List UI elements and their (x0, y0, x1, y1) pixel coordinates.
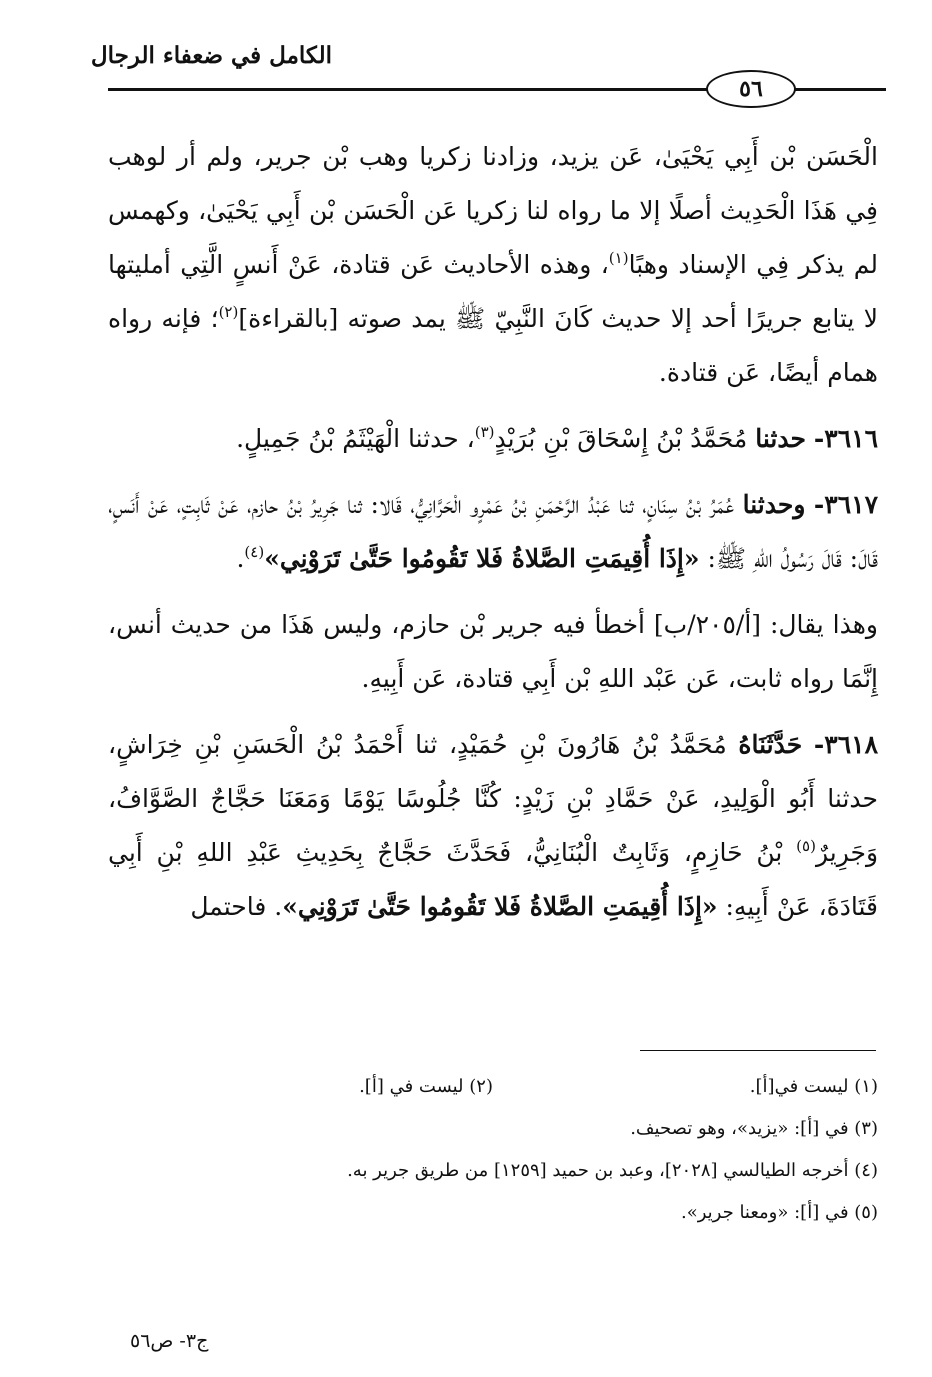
hadith-lead: حدثنا (755, 424, 806, 453)
footnote-3: (٣) في [أ]: «يزيد»، وهو تصحيف. (630, 1118, 878, 1139)
hadith-text-b: بْنُ حَازِمٍ، وَثَابِتٌ الْبُنَانِيُّ، فَحَدَّثَ حَجَّاجٌ بِحَدِيثِ عَبْدِ اللهِ بْنِ أَبِي قَتَادَةَ، عَنْ أَبِيهِ: (108, 838, 878, 921)
hadith-end: . (236, 544, 245, 573)
hadith-text: عُمَرُ بْنُ سِنَانٍ، ثنا عَبْدُ الرَّحْمَنِ بْنُ عَمْرٍو الْحَرَّانِيُّ، قَالا: ثنا جَرِيرُ بْنُ حازم، عَنْ ثَابِتٍ، عَنْ أَنَسٍ، قَالَ: قَالَ رَسُولُ اللهِ ﷺ: (108, 490, 878, 573)
footnotes (108, 1066, 878, 1234)
paragraph-1-text: الْحَسَن بْن أَبِي يَحْيَىٰ، عَن يزيد، وزادنا زكريا وهب بْن جرير، ولم أر لوهب فِي هَذَا الْحَدِيث أصلًا إلا ما رواه لنا زكريا عَن الْحَسَن بْن أَبِي يَحْيَىٰ، وكهمس لم يذكر فِي الإسناد وهبًا (108, 142, 878, 279)
main-text (108, 130, 878, 934)
footnote-ref-2[interactable]: (٢) (218, 303, 239, 321)
hadith-3617 (108, 478, 878, 586)
hadith-number: ٣٦١٨- (813, 730, 878, 759)
page-number-badge (706, 70, 796, 108)
paragraph-1-text-c: ؛ فإنه رواه همام أيضًا، عَن قتادة. (108, 304, 878, 387)
hadith-quote: «إِذَا أُقِيمَتِ الصَّلاةُ فَلا تَقُومُوا حَتَّىٰ تَرَوْنِي» (264, 544, 700, 573)
hadith-text-b: ، حدثنا الْهَيْثَمُ بْنُ جَمِيلٍ. (236, 424, 475, 453)
footnote-ref-4[interactable]: (٤) (244, 543, 265, 561)
paragraph-1 (108, 130, 878, 400)
hadith-number: ٣٦١٦- (813, 424, 878, 453)
footnote-ref-1[interactable]: (١) (608, 249, 629, 267)
hadith-text-c: . فاحتمل (190, 892, 283, 921)
footnote-1: (١) ليست في[أ]. (749, 1076, 878, 1097)
footnote-row (108, 1066, 878, 1108)
hadith-quote: «إِذَا أُقِيمَتِ الصَّلاةُ فَلا تَقُومُوا حَتَّىٰ تَرَوْنِي» (282, 892, 718, 921)
paragraph-1-text-b: ، وهذه الأحاديث عَن قتادة، عَنْ أَنسٍ الَّتِي أمليتها لا يتابع جريرًا أحد إلا حديث كَانَ النَّبِيّ ﷺ يمد صوته [بالقراءة] (108, 250, 878, 333)
footnote-ref-3[interactable]: (٣) (474, 423, 495, 441)
book-title: الكامل في ضعفاء الرجال (90, 42, 332, 69)
hadith-lead: وحدثنا (742, 490, 806, 519)
footnote-separator (640, 1050, 876, 1051)
hadith-lead: حَدَّثَنَاهُ (738, 730, 803, 759)
hadith-number: ٣٦١٧- (813, 490, 878, 519)
page-number: ٥٦ (739, 76, 763, 102)
footnote-5: (٥) في [أ]: «ومعنا جرير». (680, 1202, 878, 1223)
page-reference: ج٣- ص٥٦ (130, 1330, 209, 1352)
commentary-text: وهذا يقال: [أ/٢٠٥/ب] أخطأ فيه جرير بْن حازم، وليس هَذَا من حديث أنس، إِنَّمَا رواه ثابت، عَن عَبْد اللهِ بْن أَبِي قتادة، عَن أَبِيهِ. (108, 610, 878, 693)
paragraph-commentary (108, 598, 878, 706)
hadith-text: مُحَمَّدُ بْنُ هَارُونَ بْنِ حُمَيْدٍ، ثنا أَحْمَدُ بْنُ الْحَسَنِ بْنِ خِرَاشٍ، حدثنا أَبُو الْوَلِيدِ، عَنْ حَمَّادِ بْنِ زَيْدٍ: كُنَّا جُلُوسًا يَوْمًا وَمَعَنَا حَجَّاجٌ الصَّوَّافُ، وَجَرِيرٌ (108, 730, 879, 867)
hadith-3618 (108, 718, 878, 934)
footnote-ref-5[interactable]: (٥) (796, 837, 816, 855)
footnote-2: (٢) ليست في [أ]. (359, 1076, 493, 1097)
page-header (90, 40, 886, 102)
hadith-text: مُحَمَّدُ بْنُ إِسْحَاقَ بْنِ بُرَيْدٍ (494, 424, 748, 453)
footnote-4: (٤) أخرجه الطيالسي [٢٠٢٨]، وعبد بن حميد [١٢٥٩] من طريق جرير به. (347, 1160, 878, 1181)
hadith-3616 (108, 412, 878, 466)
